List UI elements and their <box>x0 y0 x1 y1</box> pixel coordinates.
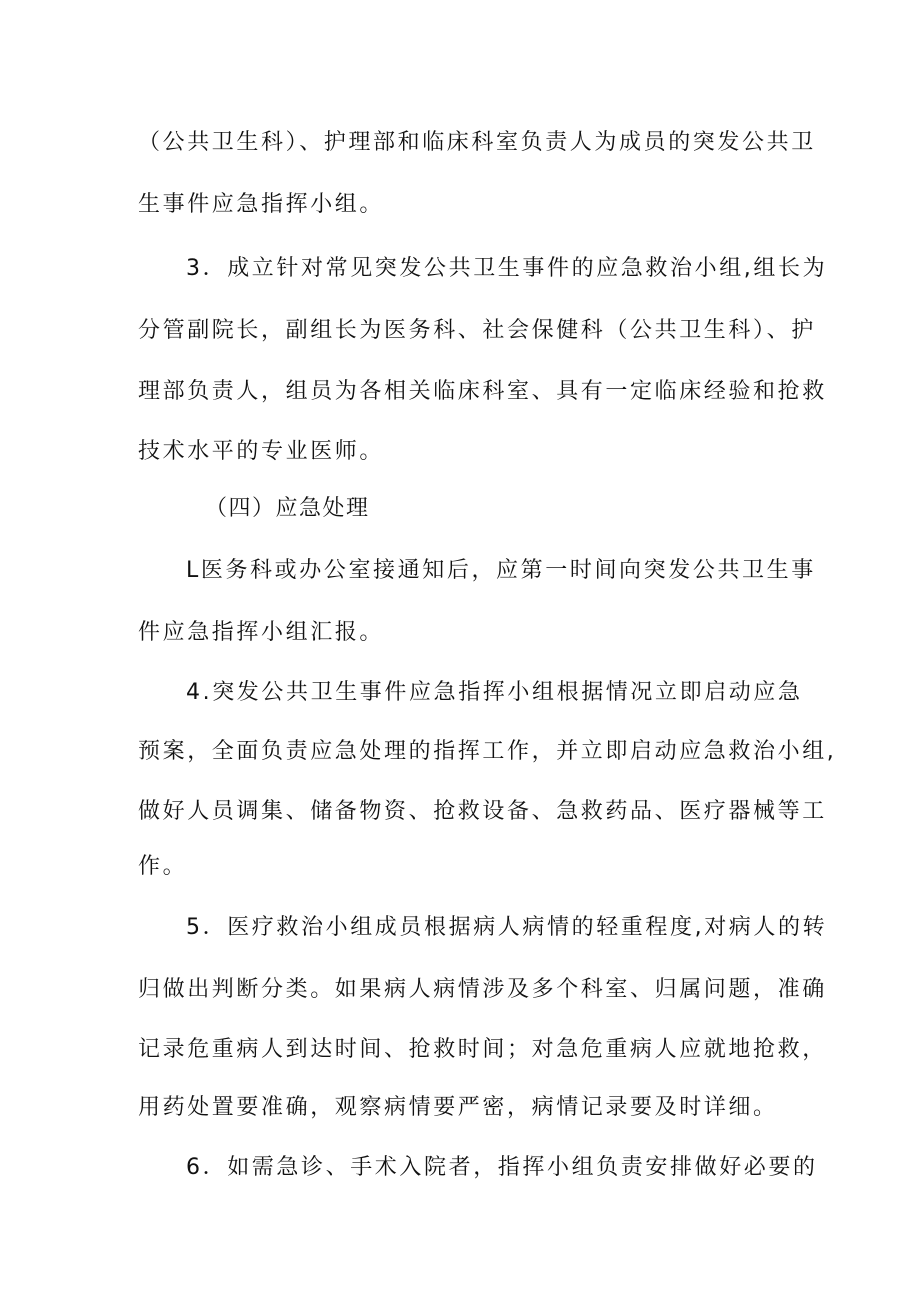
text-line: 做好人员调集、储备物资、抢救设备、急救药品、医疗器械等工 <box>138 799 827 824</box>
text-line: 作。 <box>138 854 188 879</box>
text-line: 件应急指挥小组汇报。 <box>138 620 385 645</box>
text-line: 预案，全面负责应急处理的指挥工作，并立即启动应急救治小组, <box>138 739 837 764</box>
text-line: 5．医疗救治小组成员根据病人病情的轻重程度,对病人的转 <box>186 915 828 940</box>
text-line: （公共卫生科）、护理部和临床科室负责人为成员的突发公共卫 <box>138 130 816 155</box>
text-line: 记录危重病人到达时间、抢救时间；对急危重病人应就地抢救， <box>138 1037 827 1062</box>
text-line: 4.突发公共卫生事件应急指挥小组根据情况立即启动应急 <box>186 680 803 705</box>
section-heading: （四）应急处理 <box>205 496 370 521</box>
text-line: 生事件应急指挥小组。 <box>138 192 385 217</box>
text-line: 分管副院长，副组长为医务科、社会保健科（公共卫生科）、护 <box>138 318 816 343</box>
text-line: 6．如需急诊、手术入院者，指挥小组负责安排做好必要的 <box>186 1155 818 1180</box>
text-line: 3．成立针对常见突发公共卫生事件的应急救治小组,组长为 <box>186 256 828 281</box>
text-line: L医务科或办公室接通知后，应第一时间向突发公共卫生事 <box>186 558 816 583</box>
text-line: 用药处置要准确，观察病情要严密，病情记录要及时详细。 <box>138 1095 778 1120</box>
text-line: 理部负责人，组员为各相关临床科室、具有一定临床经验和抢救 <box>138 379 827 404</box>
text-line: 归做出判断分类。如果病人病情涉及多个科室、归属问题，准确 <box>138 977 827 1002</box>
text-line: 技术水平的专业医师。 <box>138 439 385 464</box>
